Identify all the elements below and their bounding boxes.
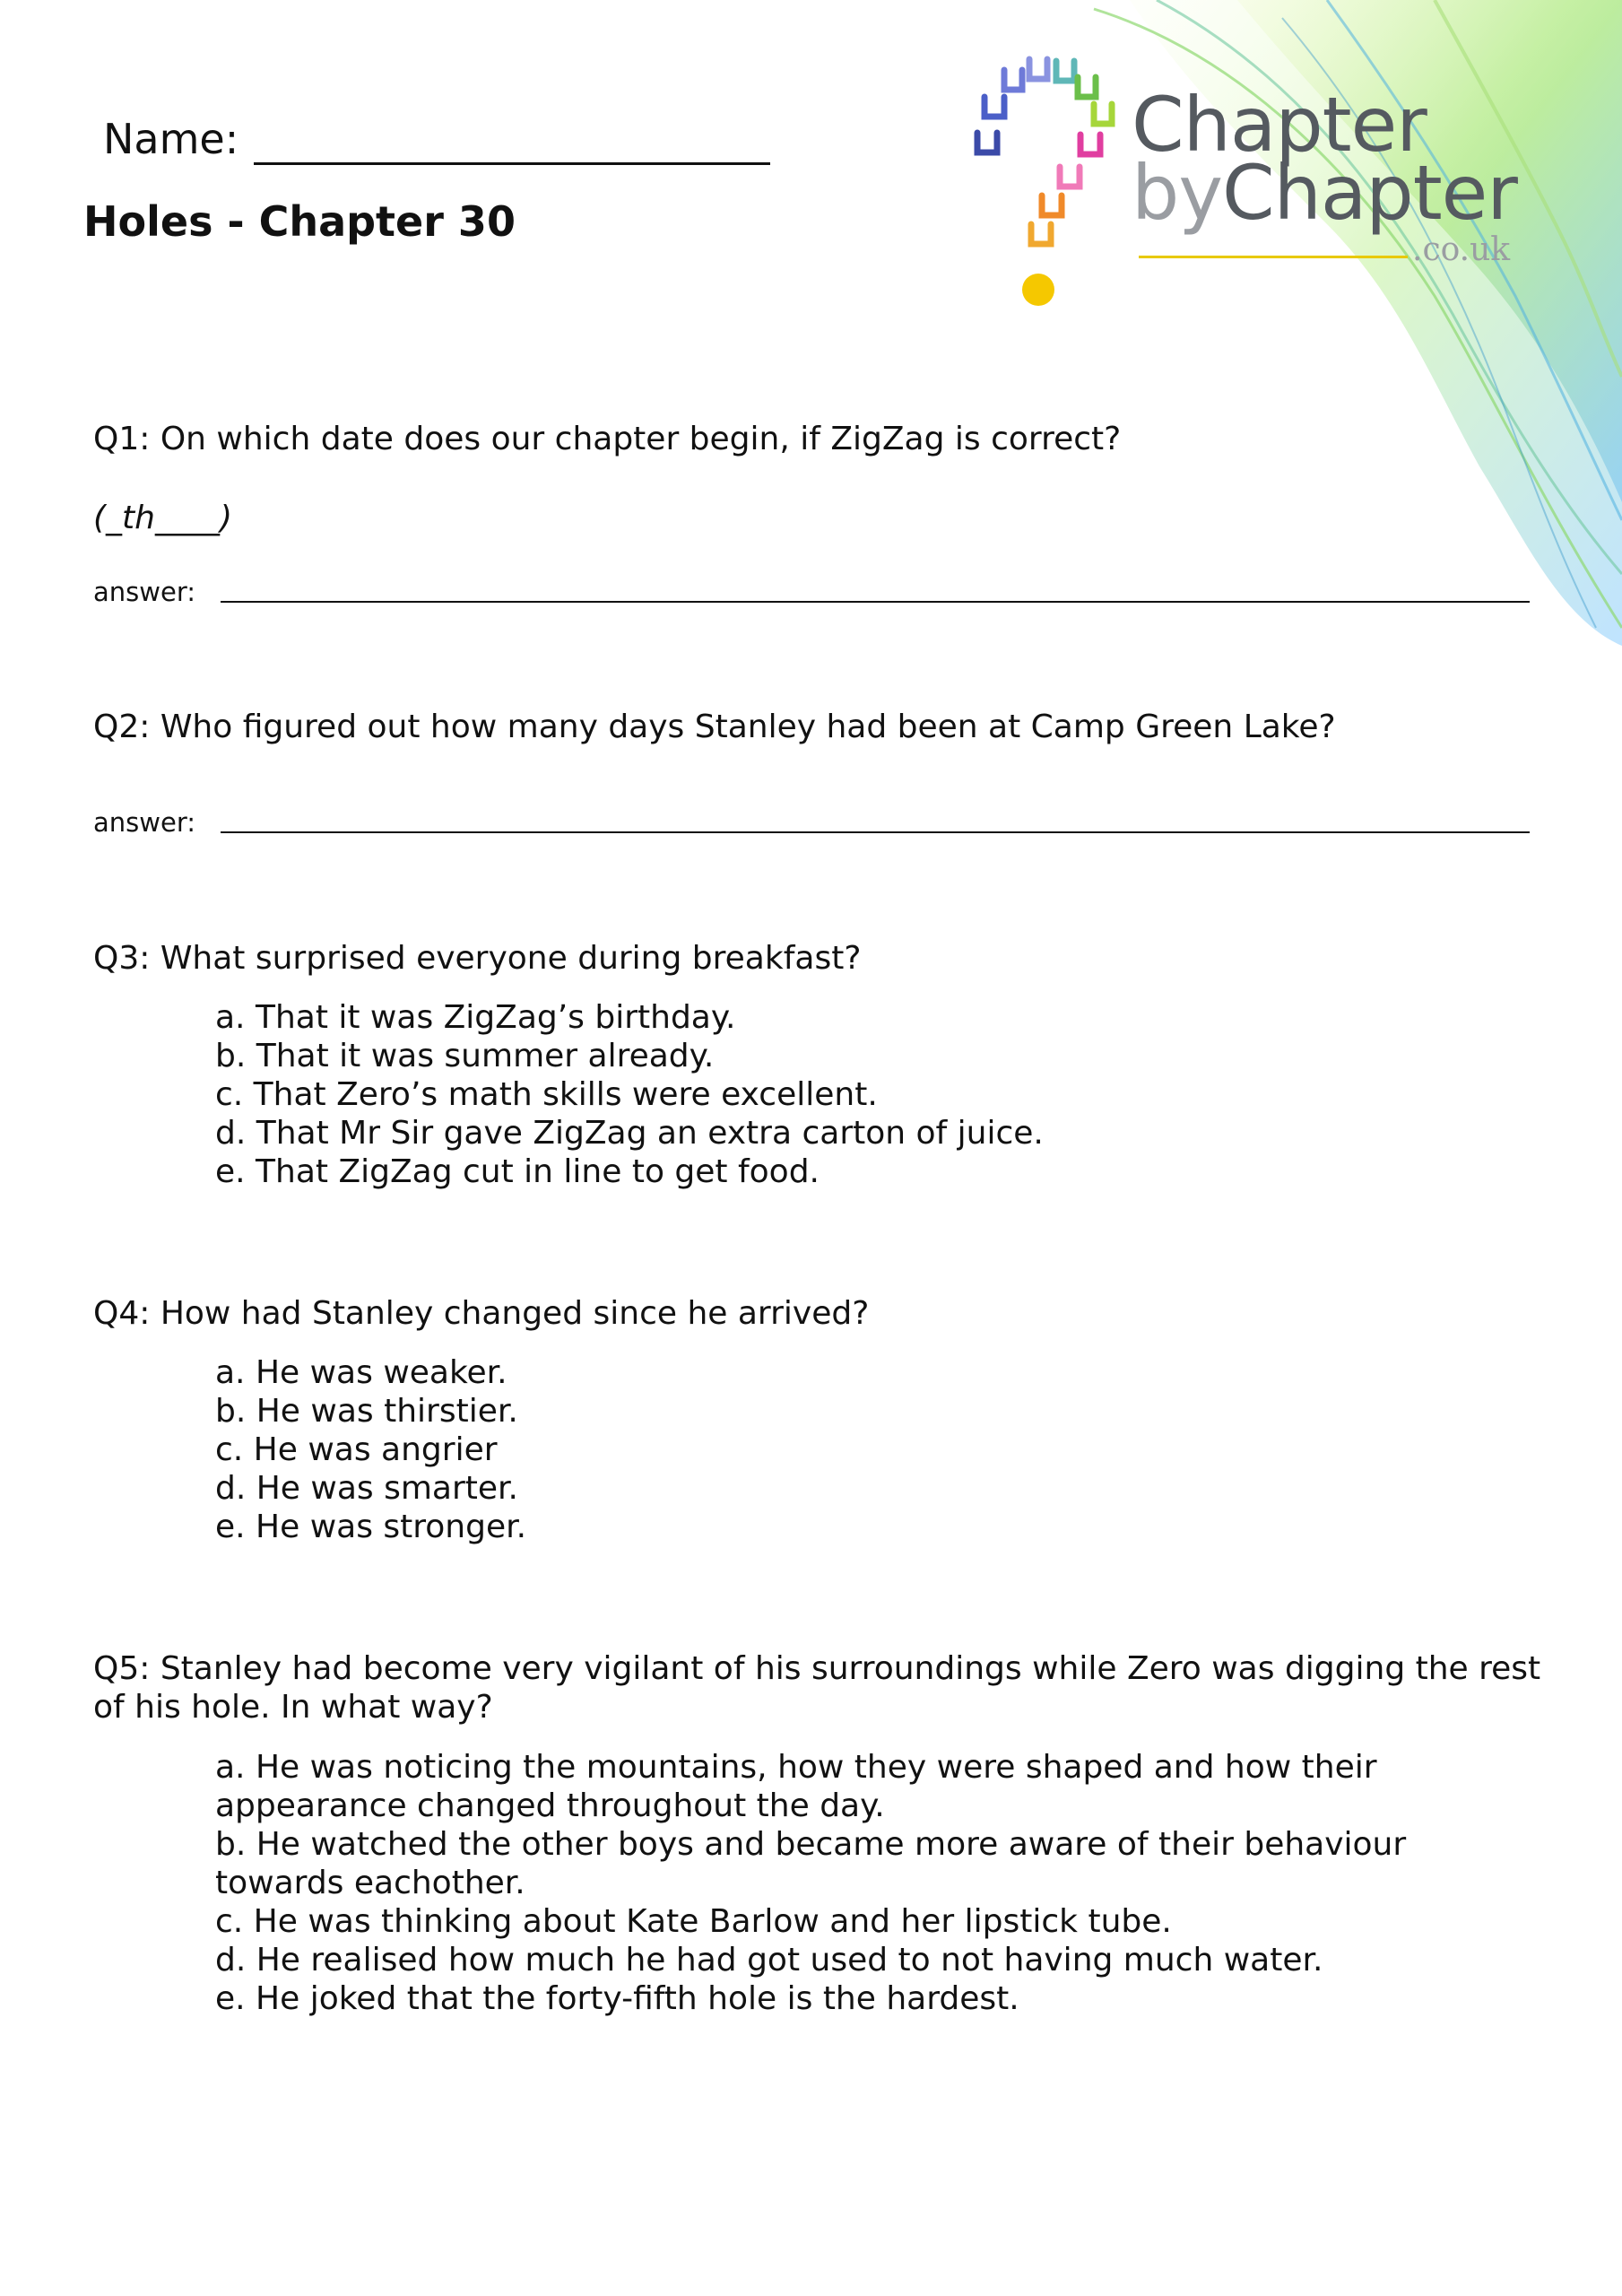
answer-label: answer: [93, 577, 196, 607]
option-c[interactable]: c. That Zero’s math skills were excellent. [215, 1076, 878, 1113]
answer-label: answer: [93, 807, 196, 838]
logo-wordmark [1132, 81, 1517, 237]
answer-1-line[interactable] [221, 601, 1530, 603]
option-b[interactable]: b. He watched the other boys and became more aware of their behaviour towards eachother. [215, 1826, 1407, 1901]
option-d[interactable]: d. He was smarter. [215, 1470, 518, 1507]
option-e[interactable]: e. That ZigZag cut in line to get food. [215, 1153, 820, 1190]
question-1-hint: (_th____) [93, 500, 233, 536]
option-d[interactable]: d. That Mr Sir gave ZigZag an extra carton of juice. [215, 1115, 1044, 1152]
name-input-line[interactable] [254, 162, 770, 165]
option-a[interactable]: a. That it was ZigZag’s birthday. [215, 999, 736, 1036]
logo-line1: Chapter [1132, 81, 1427, 169]
question-3-options [215, 998, 1488, 1191]
option-b[interactable]: b. He was thirstier. [215, 1393, 518, 1430]
option-e[interactable]: e. He was stronger. [215, 1509, 527, 1545]
option-a[interactable]: a. He was weaker. [215, 1354, 507, 1391]
option-a[interactable]: a. He was noticing the mountains, how they were shaped and how their appearance changed throughout the day. [215, 1749, 1377, 1824]
option-c[interactable]: c. He was thinking about Kate Barlow and her lipstick tube. [215, 1903, 1172, 1940]
question-5-options [215, 1748, 1488, 2018]
logo-underline [1139, 256, 1408, 258]
option-d[interactable]: d. He realised how much he had got used to not having much water. [215, 1942, 1323, 1979]
question-2: Q2: Who figured out how many days Stanley had been at Camp Green Lake? [93, 709, 1336, 745]
logo-books-icon [959, 52, 1121, 312]
option-b[interactable]: b. That it was summer already. [215, 1038, 715, 1074]
option-c[interactable]: c. He was angrier [215, 1431, 498, 1468]
question-4-options [215, 1353, 1488, 1546]
worksheet-title: Holes - Chapter 30 [83, 197, 516, 246]
answer-2-line[interactable] [221, 831, 1530, 833]
logo-domain: .co.uk [1412, 231, 1511, 268]
logo-line2-prefix: by [1132, 149, 1223, 237]
option-e[interactable]: e. He joked that the forty-fifth hole is the hardest. [215, 1980, 1019, 2017]
question-1: Q1: On which date does our chapter begin, if ZigZag is correct? [93, 421, 1122, 457]
name-label: Name: [103, 115, 239, 163]
logo-line2 [1132, 149, 1517, 237]
logo-line2-suffix: Chapter [1222, 149, 1517, 237]
question-4: Q4: How had Stanley changed since he arrived? [93, 1295, 870, 1332]
question-5: Q5: Stanley had become very vigilant of his surroundings while Zero was digging the rest of his hole. In what way? [93, 1650, 1541, 1726]
question-3: Q3: What surprised everyone during breakfast? [93, 940, 862, 977]
